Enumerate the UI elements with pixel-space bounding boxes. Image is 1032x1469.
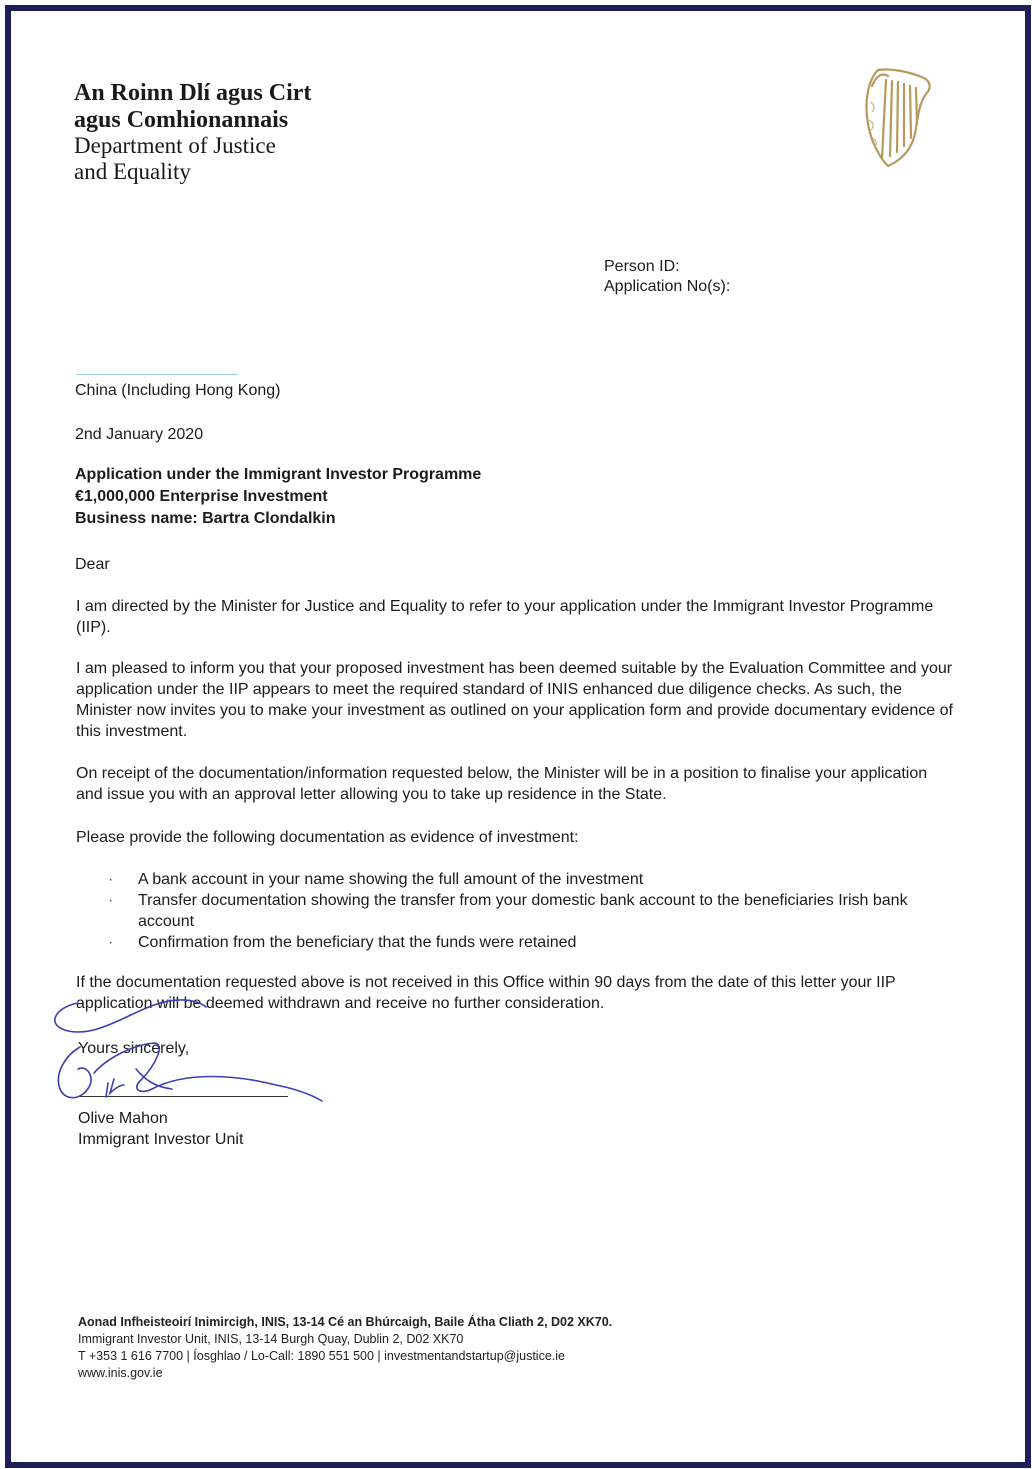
signer-unit: Immigrant Investor Unit <box>78 1131 244 1148</box>
paragraph-3: On receipt of the documentation/information requested below, the Minister will be in a position to finalise your application and issue you with an approval letter allowing you to take up residence in the State. <box>76 765 928 803</box>
application-no-label: Application No(s): <box>604 278 731 295</box>
subject-line-1: Application under the Immigrant Investor Programme <box>75 466 482 483</box>
department-english-line2: and Equality <box>74 159 191 184</box>
evidence-list <box>106 869 956 953</box>
paragraph-5: If the documentation requested above is not received in this Office within 90 days from the date of this letter your IIP application will be deemed withdrawn and receive no further consideration. <box>76 974 896 1012</box>
harp-emblem-icon <box>858 62 936 172</box>
bullet-icon: · <box>108 871 114 888</box>
paragraph-4: Please provide the following documentation as evidence of investment: <box>76 829 579 846</box>
signer-block <box>78 1108 243 1150</box>
subject-line-3: Business name: Bartra Clondalkin <box>75 510 336 527</box>
closing: Yours sincerely, <box>78 1040 190 1057</box>
signature-icon <box>36 985 336 1120</box>
department-name-english <box>74 133 276 185</box>
list-item <box>106 890 956 932</box>
footer-contact: T +353 1 616 7700 | Íosghlao / Lo-Call: 1890 551 500 | investmentandstartup@justice.ie <box>78 1349 565 1363</box>
footer-address-english: Immigrant Investor Unit, INIS, 13-14 Burgh Quay, Dublin 2, D02 XK70 <box>78 1332 464 1346</box>
department-english-line1: Department of Justice <box>74 133 276 158</box>
recipient-region: China (Including Hong Kong) <box>75 382 281 399</box>
footer-address-irish: Aonad Infheisteoirí Inimircigh, INIS, 13-14 Cé an Bhúrcaigh, Baile Átha Cliath 2, D02 XK70. <box>78 1315 613 1329</box>
bullet-icon: · <box>108 934 114 951</box>
signer-name: Olive Mahon <box>78 1110 168 1127</box>
salutation: Dear <box>75 556 110 573</box>
footer <box>78 1314 612 1382</box>
list-item <box>106 932 956 953</box>
list-item-text: Confirmation from the beneficiary that the funds were retained <box>138 934 577 951</box>
subject-line-2: €1,000,000 Enterprise Investment <box>75 488 328 505</box>
paragraph-2: I am pleased to inform you that your proposed investment has been deemed suitable by the Evaluation Committee and your application under the IIP appears to meet the required standard of INIS enhanced due diligence checks. As such, the Minister now invites you to make your investment as outlined on your application form and provide documentary evidence of this investment. <box>76 660 953 740</box>
letter-date: 2nd January 2020 <box>75 426 204 443</box>
reference-block <box>604 257 730 297</box>
bullet-icon: · <box>108 892 114 909</box>
list-item <box>106 869 956 890</box>
paragraph-1: I am directed by the Minister for Justice and Equality to refer to your application under the Immigrant Investor Programme (IIP). <box>76 598 934 636</box>
list-item-text: Transfer documentation showing the transfer from your domestic bank account to the beneficiaries Irish bank account <box>138 892 908 930</box>
department-irish-line2: agus Comhionannais <box>74 107 289 133</box>
department-irish-line1: An Roinn Dlí agus Cirt <box>74 80 312 106</box>
department-name-irish <box>74 80 311 134</box>
address-rule <box>76 374 238 375</box>
list-item-text: A bank account in your name showing the full amount of the investment <box>138 871 644 888</box>
person-id-label: Person ID: <box>604 258 680 275</box>
footer-website: www.inis.gov.ie <box>78 1366 163 1380</box>
subject-block <box>75 464 481 530</box>
